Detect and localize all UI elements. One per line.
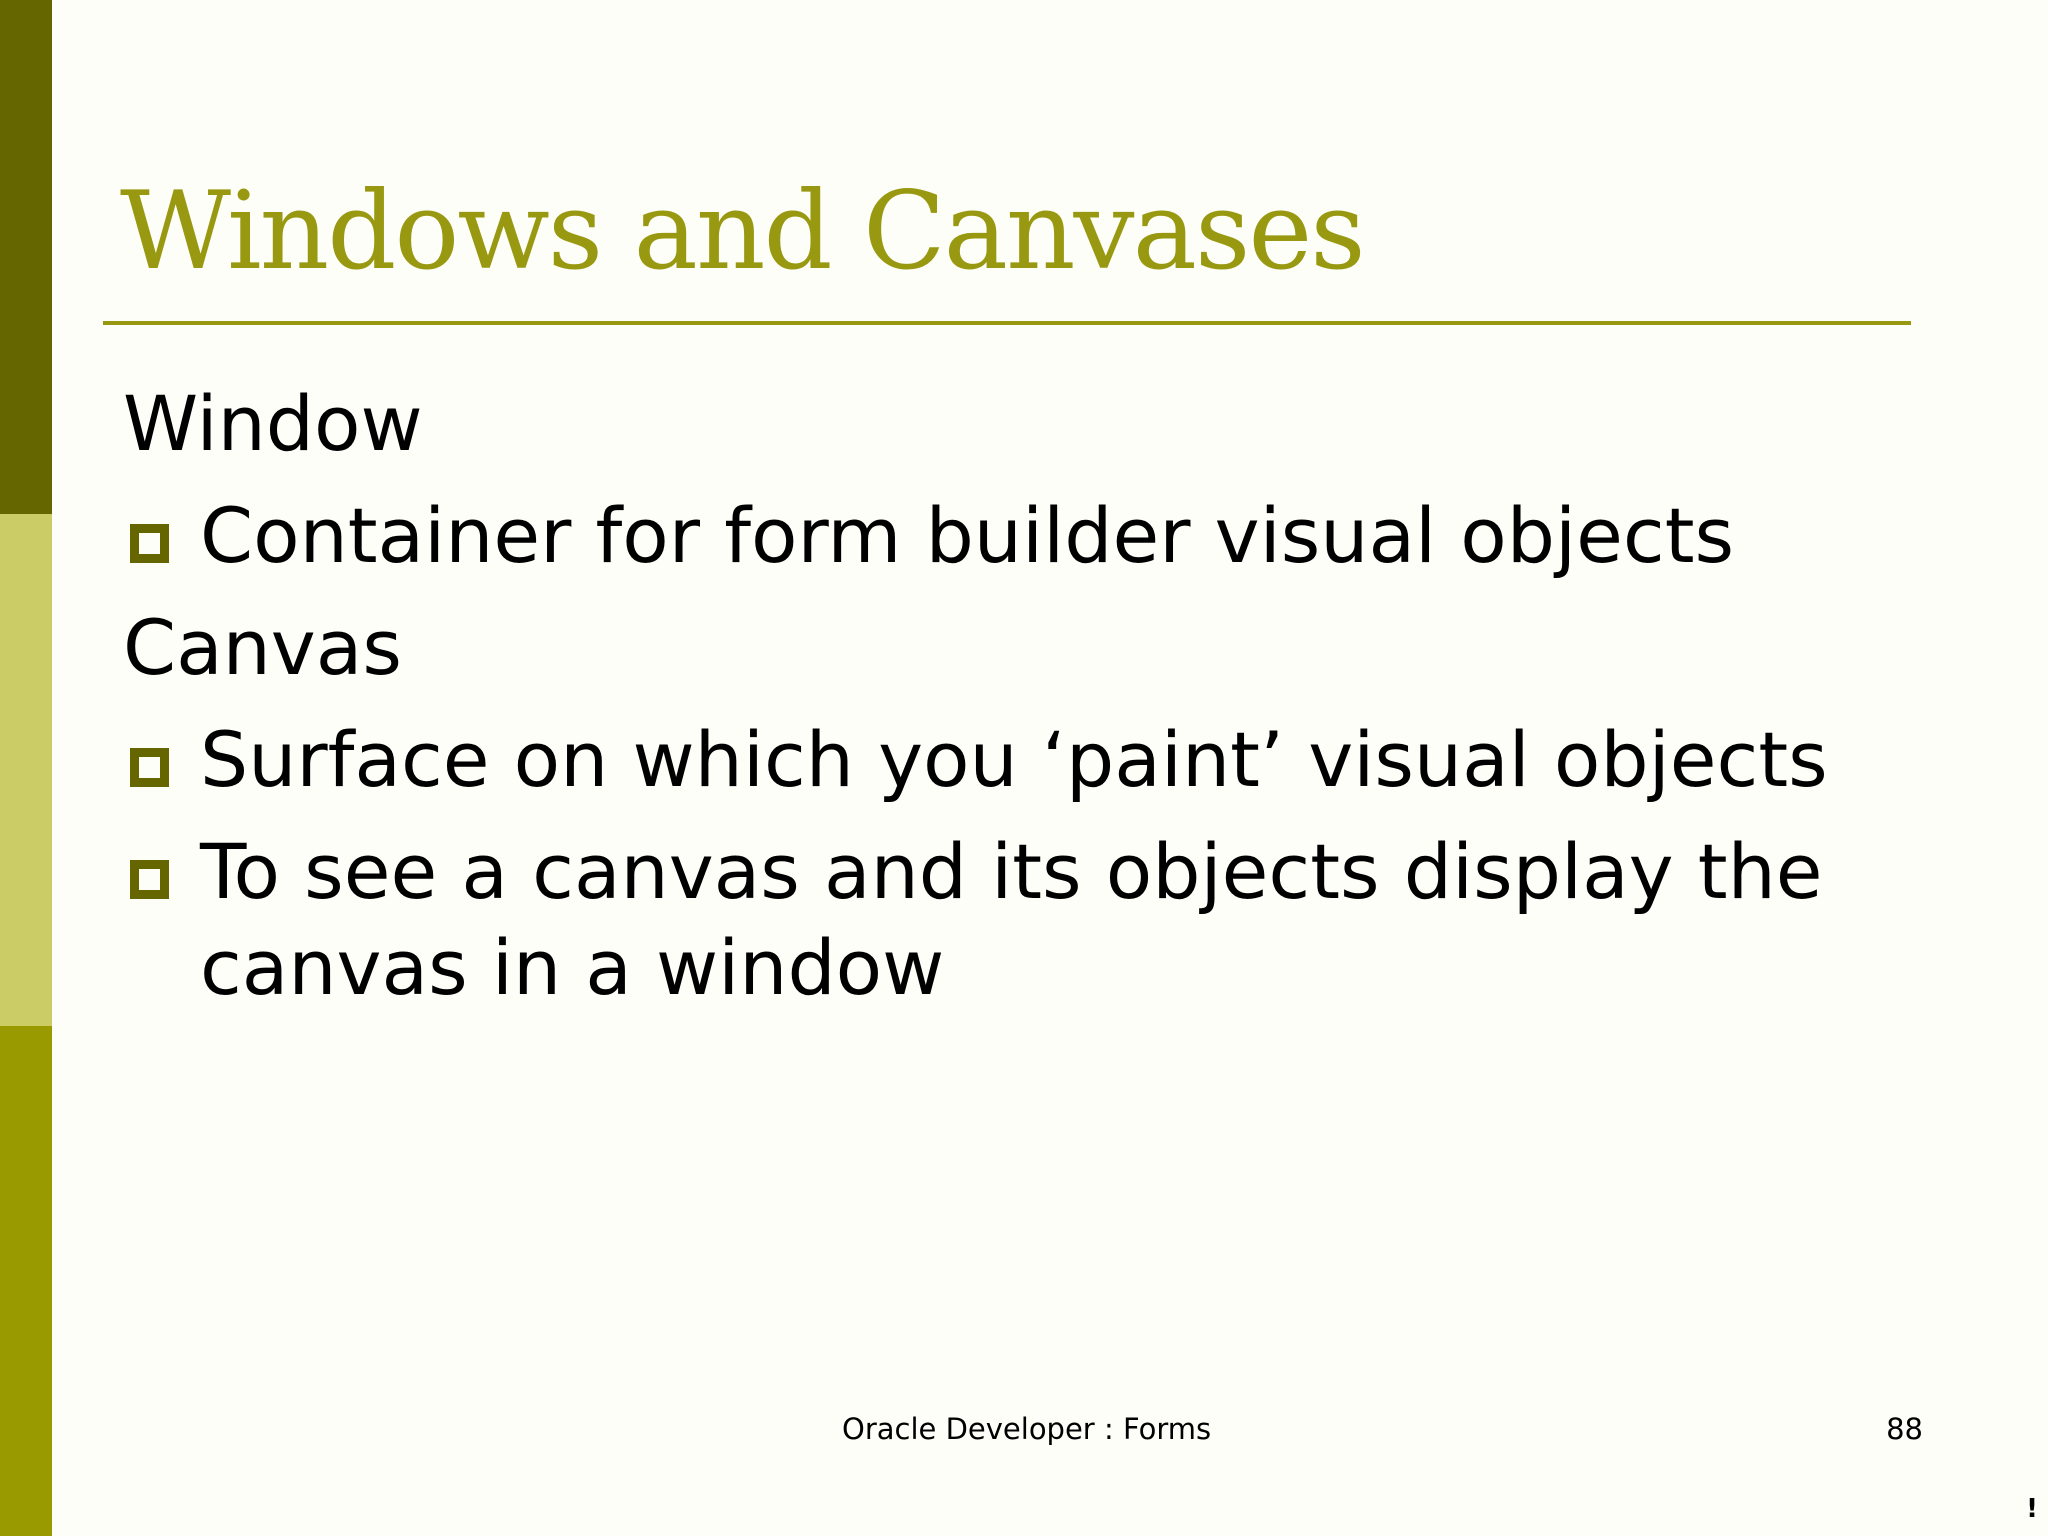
- square-bullet-icon: [130, 524, 169, 563]
- square-bullet-icon: [130, 748, 169, 787]
- side-bar-top: [0, 0, 52, 514]
- corner-mark: !: [2026, 1494, 2038, 1524]
- bullet-item: [123, 712, 1923, 808]
- bullet-item: [123, 488, 1923, 584]
- page-number: 88: [1886, 1412, 1923, 1446]
- title-underline: [103, 321, 1911, 325]
- side-bar-middle: [0, 514, 52, 1026]
- section-heading-window: Window: [123, 379, 423, 468]
- slide-title: Windows and Canvases: [120, 169, 1364, 294]
- footer-text: Oracle Developer : Forms: [842, 1412, 1212, 1446]
- side-bar-bottom: [0, 1026, 52, 1536]
- bullet-text: To see a canvas and its objects display the canvas in a window: [200, 827, 1823, 1012]
- bullet-text: Container for form builder visual objects: [200, 491, 1735, 580]
- slide-content: [123, 376, 1923, 1032]
- section-heading-canvas: Canvas: [123, 603, 402, 692]
- square-bullet-icon: [130, 860, 169, 899]
- bullet-item: [123, 824, 1923, 1016]
- bullet-text: Surface on which you ‘paint’ visual objects: [200, 715, 1828, 804]
